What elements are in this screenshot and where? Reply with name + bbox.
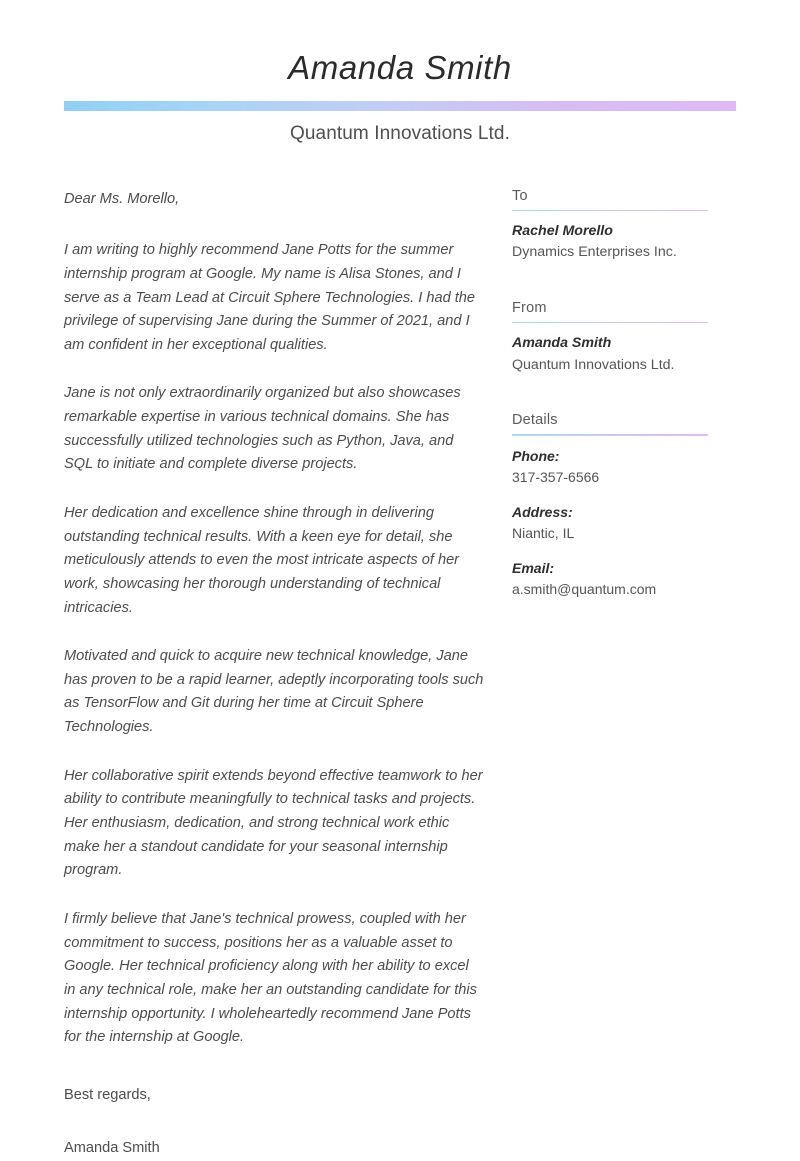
- letter-paragraph: I am writing to highly recommend Jane Potts for the summer internship program at Google. My name is Alisa Stones, and I serve as a Team Lead at Circuit Sphere Technologies. I had the privilege of supervising Jane during the Summer of 2021, and I am confident in her exceptional qualities.: [64, 242, 476, 353]
- detail-email: [512, 558, 708, 600]
- letter-paragraph: Her dedication and excellence shine through in delivering outstanding technical results. With a keen eye for detail, she meticulously attends to even the most intricate aspects of her work, showcasing her thorough understanding of technical intricacies.: [64, 505, 460, 616]
- recipient-name: Rachel Morello: [512, 223, 613, 240]
- letter-text-column: [64, 188, 512, 1161]
- sender-organization: Quantum Innovations Ltd.: [512, 356, 675, 373]
- detail-phone: [512, 446, 708, 488]
- letter-header: [0, 0, 800, 145]
- recipient-organization: Dynamics Enterprises Inc.: [512, 244, 677, 261]
- header-company-subtitle: Quantum Innovations Ltd.: [290, 122, 510, 144]
- sidebar-section-from: [512, 300, 708, 376]
- sidebar-section-to: [512, 188, 708, 264]
- page-title: Amanda Smith: [288, 49, 512, 86]
- detail-label: Email:: [512, 560, 555, 577]
- sidebar-accent-rule: [512, 210, 708, 212]
- signature-name: Amanda Smith: [64, 1140, 160, 1157]
- detail-label: Address:: [512, 504, 573, 521]
- sidebar-section-details: [512, 412, 708, 600]
- letter-paragraph: Motivated and quick to acquire new technical knowledge, Jane has proven to be a rapid learner, adeptly incorporating tools such as TensorFlow and Git during her time at Circuit Sphere Technologies.: [64, 648, 484, 736]
- detail-address: [512, 502, 708, 544]
- sidebar-section-title: Details: [512, 412, 558, 429]
- sidebar-section-title: From: [512, 299, 547, 316]
- letter-paragraph: Jane is not only extraordinarily organized but also showcases remarkable expertise in various technical domains. She has successfully utilized technologies such as Python, Java, and SQL to initiate and complete diverse projects.: [64, 385, 461, 473]
- sender-name: Amanda Smith: [512, 335, 612, 352]
- letter-body-columns: [64, 145, 736, 1161]
- detail-value-phone: 317-357-6566: [512, 468, 600, 485]
- header-accent-rule: [64, 101, 736, 111]
- sidebar-section-title: To: [512, 187, 528, 204]
- letter-paragraph: Her collaborative spirit extends beyond effective teamwork to her ability to contribute meaningfully to technical tasks and projects. Her enthusiasm, dedication, and strong technical work ethic make her a standout candidate for your seasonal internship program.: [64, 767, 483, 879]
- detail-label: Phone:: [512, 447, 560, 464]
- closing-salutation: Best regards,: [64, 1086, 151, 1103]
- letter-closing-block: [64, 1084, 484, 1161]
- salutation: Dear Ms. Morello,: [64, 190, 180, 207]
- detail-value-address: Niantic, IL: [512, 525, 575, 542]
- letter-paragraph: I firmly believe that Jane's technical prowess, coupled with her commitment to success, positions her as a valuable asset to Google. Her technical proficiency along with her ability to excel in any technical role, make her an outstanding candidate for this internship opportunity. I wholeheartedly recommend Jane Potts for the internship at Google.: [64, 910, 477, 1046]
- detail-value-email: a.smith@quantum.com: [512, 581, 657, 598]
- sidebar-accent-rule: [512, 322, 708, 324]
- sidebar-accent-rule: [512, 434, 708, 436]
- letter-sidebar: [512, 188, 708, 637]
